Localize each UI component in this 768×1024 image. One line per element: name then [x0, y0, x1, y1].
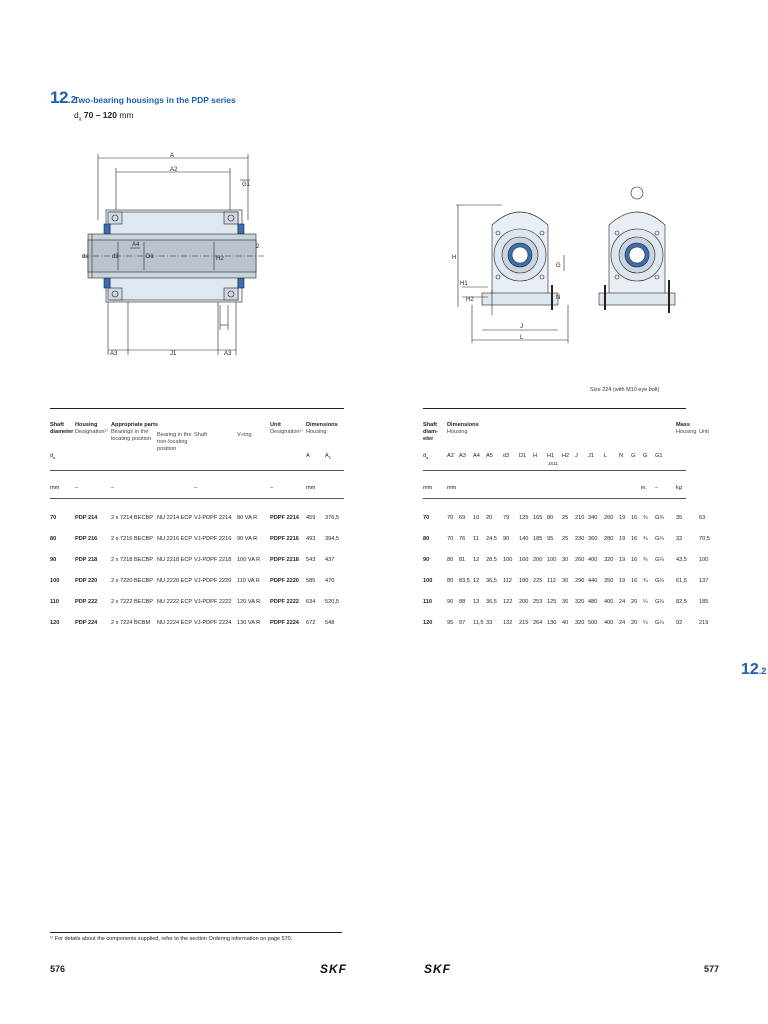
rcell: 180 [519, 578, 529, 584]
rcell: 130 [547, 620, 557, 626]
rcell: 82,5 [676, 599, 687, 605]
rcell: 290 [575, 578, 585, 584]
rcell: 90 [447, 599, 454, 605]
rheader-col: J [575, 453, 578, 459]
rheader-shaft-eter: eter [423, 436, 434, 442]
rcell: 19 [619, 536, 626, 542]
rcell: 20 [631, 620, 638, 626]
rcell: 100 [699, 557, 709, 563]
rcell: 63 [699, 515, 706, 521]
cell-unit: PDPF 2220 [270, 578, 299, 584]
drawing-caption: Size 224 (with M10 eye bolt) [590, 387, 660, 393]
rcell: 137 [699, 578, 709, 584]
rcell: 400 [604, 620, 614, 626]
rcell: 260 [604, 515, 614, 521]
rcell: 19 [619, 578, 626, 584]
rcell: ¾ [643, 578, 648, 584]
label-A4: A4 [132, 242, 140, 248]
header-bearing-nonlocating: Bearing in the [157, 432, 192, 438]
rcell: 140 [519, 536, 529, 542]
cell-nonloc: NU 2214 ECP [157, 515, 193, 521]
dim-A2-sym: A [325, 453, 329, 459]
cell-shaft: VJ-PDPF 2218 [194, 557, 232, 563]
cell-shaft: VJ-PDPF 2220 [194, 578, 232, 584]
header-shaft: Shaft [50, 422, 64, 428]
rheader-col: D1 [519, 453, 527, 459]
rcell: 70,5 [699, 536, 710, 542]
rcell: ¼ [643, 620, 648, 626]
dim-A2-sub: 2 [328, 455, 331, 461]
rheader-mass-housing: Housing [676, 429, 697, 435]
label-H2: H2 [216, 256, 224, 262]
subtitle-symbol: d [74, 110, 79, 120]
cell-nonloc: NU 2220 ECP [157, 578, 193, 584]
header-shaft-symbol [50, 453, 55, 461]
rcell: 120 [423, 620, 433, 626]
rcell: 19 [619, 515, 626, 521]
rcell: 400 [588, 557, 598, 563]
front-view-drawing [452, 185, 582, 345]
label-A3-right: A3 [224, 351, 232, 357]
rcell: 36 [562, 599, 569, 605]
rheader-col: A3 [459, 453, 466, 459]
section-number [50, 88, 76, 108]
rcell: 12 [473, 578, 480, 584]
cell-vring: 80 VA R [237, 515, 258, 521]
rcell: 83,5 [459, 578, 470, 584]
footnote-rule [50, 932, 342, 933]
label-H: H [452, 255, 457, 261]
footnote: ¹⁾ For details about the components supplied, refer to the section Ordering information on page 570. [50, 936, 293, 942]
rcell: 125 [519, 515, 529, 521]
rcell: 16 [631, 557, 638, 563]
rcell: 19 [619, 557, 626, 563]
rheader-col: d3 [503, 453, 510, 459]
cell-d: 90 [50, 557, 57, 563]
cell-A: 543 [306, 557, 316, 563]
cell-unit: PDPF 2218 [270, 557, 299, 563]
rcell: 88 [459, 599, 466, 605]
cell-unit: PDPF 2216 [270, 536, 299, 542]
cell-shaft: VJ-PDPF 2214 [194, 515, 232, 521]
rcell: 30 [562, 578, 569, 584]
cell-bearings: 2 x 7222 BECBP [111, 599, 153, 605]
header-bearings-locating-2: locating position [111, 436, 152, 442]
header-bearing-nonlocating-3: position [157, 446, 177, 452]
cell-A2: 548 [325, 620, 335, 626]
rcell: 11,5 [473, 620, 484, 626]
skf-logo-left: SKF [320, 962, 347, 976]
rcell: 20 [631, 599, 638, 605]
cell-d: 120 [50, 620, 60, 626]
rcell: 95 [547, 536, 554, 542]
cell-shaft: VJ-PDPF 2216 [194, 536, 232, 542]
rcell: 16 [631, 515, 638, 521]
rcell: 70 [447, 515, 454, 521]
rcell: ¾ [643, 515, 648, 521]
units-top-rule [50, 470, 344, 471]
cell-housing: PDP 222 [75, 599, 98, 605]
rcell: 320 [575, 620, 585, 626]
cell-shaft: VJ-PDPF 2224 [194, 620, 232, 626]
runits-top-rule [423, 470, 686, 471]
cell-A: 493 [306, 536, 316, 542]
rcell: 36,5 [486, 599, 497, 605]
unit-mm-2: mm [306, 485, 316, 491]
header-shaft-col: Shaft [194, 432, 208, 438]
cell-A2: 470 [325, 578, 335, 584]
shaft-symbol: d [50, 453, 54, 459]
rcell: 320 [575, 599, 585, 605]
units-bottom-rule [50, 498, 344, 499]
rcell: 132 [503, 620, 513, 626]
unit-dash-2: – [111, 485, 115, 491]
header-unit-designation: Designation¹⁾ [270, 429, 303, 435]
section-tab [741, 661, 766, 679]
unit-dash-4: – [270, 485, 274, 491]
runit-mm: mm [423, 485, 433, 491]
rcell: 100 [423, 578, 433, 584]
rcell: 400 [604, 599, 614, 605]
tab-sub: .2 [758, 666, 767, 676]
cell-A: 459 [306, 515, 316, 521]
rcell: 12 [473, 557, 480, 563]
rcell: 25 [562, 515, 569, 521]
rcell: 215 [519, 620, 529, 626]
cell-nonloc: NU 2222 ECP [157, 599, 193, 605]
rcell: 90 [423, 557, 430, 563]
page-number-right: 577 [704, 964, 720, 974]
label-H1: H1 [460, 281, 468, 287]
cell-vring: 120 VA R [237, 599, 261, 605]
rheader-shaft: Shaft [423, 422, 437, 428]
rcell: 480 [588, 599, 598, 605]
rcell: 200 [533, 557, 543, 563]
rcell: 112 [503, 578, 512, 584]
rheader-col: A5 [486, 453, 493, 459]
rcell: 76 [459, 536, 466, 542]
cell-nonloc: NU 2216 ECP [157, 536, 193, 542]
rcell: 200 [519, 599, 529, 605]
label-G: G [556, 263, 561, 269]
rcell: 280 [604, 536, 614, 542]
cell-unit: PDPF 2214 [270, 515, 299, 521]
rcell: 20 [486, 515, 493, 521]
rheader-col: H [533, 453, 538, 459]
rcell: 43,5 [676, 557, 687, 563]
rcell: 185 [533, 536, 543, 542]
rheader-col: G [631, 453, 636, 459]
rheader-col: A2 [447, 453, 454, 459]
rcell: ¼ [643, 599, 648, 605]
header-housing: Housing [75, 422, 98, 428]
cell-unit: PDPF 2222 [270, 599, 299, 605]
header-dim-A: A [306, 453, 310, 459]
rcell: 70 [447, 536, 454, 542]
rshaft-symbol: d [423, 453, 427, 459]
left-table [50, 408, 344, 628]
label-A: A [170, 153, 175, 159]
subtitle-range: 70 – 120 [83, 110, 117, 120]
rcell: 100 [547, 557, 557, 563]
cell-A2: 437 [325, 557, 335, 563]
rcell: 264 [533, 620, 543, 626]
rheader-col: N [619, 453, 624, 459]
rcell: 80 [423, 536, 430, 542]
cell-nonloc: NU 2218 ECP [157, 557, 193, 563]
rcell: 24 [619, 620, 626, 626]
rcell: 253 [533, 599, 543, 605]
rcell: 28,5 [486, 557, 497, 563]
cell-bearings: 2 x 7218 BECBP [111, 557, 153, 563]
rcell: 25 [562, 536, 569, 542]
cross-section-drawing [78, 150, 278, 360]
cell-housing: PDP 214 [75, 515, 98, 521]
rcell: 97 [459, 620, 466, 626]
label-da: da [82, 254, 89, 260]
cell-A: 672 [306, 620, 316, 626]
rcell: 122 [503, 599, 513, 605]
rcell: 500 [588, 620, 598, 626]
rcell: ¾ [643, 557, 648, 563]
cell-bearings: 2 x 7224 BCBM [111, 620, 151, 626]
cell-bearings: 2 x 7214 BECBP [111, 515, 153, 521]
rcell: 24 [619, 599, 626, 605]
label-L: L [520, 335, 524, 341]
rcell: G¾ [655, 515, 665, 521]
rheader-col: J1 [588, 453, 594, 459]
rcell: 350 [604, 578, 614, 584]
rcell: 80 [447, 557, 454, 563]
rcell: 81 [459, 557, 466, 563]
rcell: 165 [533, 515, 543, 521]
rcell: 11 [473, 536, 479, 542]
rcell: 16 [631, 536, 638, 542]
rheader-mass: Mass [676, 422, 690, 428]
rcell: 320 [604, 557, 614, 563]
label-N: N [556, 295, 561, 301]
cell-unit: PDPF 2224 [270, 620, 299, 626]
cell-vring: 90 VA R [237, 536, 258, 542]
runits-bottom-rule [423, 498, 686, 499]
section-title: Two-bearing housings in the PDP series [74, 95, 236, 105]
cell-d: 70 [50, 515, 57, 521]
rcell: 440 [588, 578, 598, 584]
rcell: 32 [676, 536, 683, 542]
rheader-col: G1 [655, 453, 663, 459]
rcell: 225 [533, 578, 543, 584]
rcell: 61,5 [676, 578, 687, 584]
cell-d: 80 [50, 536, 57, 542]
unit-mm: mm [50, 485, 60, 491]
cell-housing: PDP 216 [75, 536, 98, 542]
rcell: G¼ [655, 599, 665, 605]
rcell: 79 [503, 515, 510, 521]
rcell: 100 [503, 557, 513, 563]
rcell: 36,5 [486, 578, 497, 584]
cell-A: 585 [306, 578, 316, 584]
section-number-sub: .2 [67, 95, 77, 106]
cell-bearings: 2 x 7220 BECBP [111, 578, 153, 584]
table-top-rule [50, 408, 344, 409]
rcell: 185 [699, 599, 709, 605]
rcell: 360 [588, 536, 598, 542]
cell-housing: PDP 224 [75, 620, 98, 626]
rcell: 40 [562, 620, 569, 626]
rcell: 219 [699, 620, 709, 626]
rheader-shaft-diam: diam- [423, 429, 438, 435]
rheader-shaft-symbol [423, 453, 428, 461]
cell-vring: 100 VA R [237, 557, 261, 563]
subtitle-symbol-sub: a [78, 116, 82, 123]
rcell: 24,5 [486, 536, 497, 542]
rcell: 80 [547, 515, 554, 521]
rcell: 33 [486, 620, 493, 626]
label-G1: G1 [242, 182, 251, 188]
rheader-col: H1 [547, 453, 555, 459]
header-shaft-diameter: diameter [50, 429, 74, 435]
rcell: 35 [676, 515, 683, 521]
section-number-main: 12 [50, 88, 68, 107]
cell-d: 110 [50, 599, 60, 605]
rcell: 80 [447, 578, 454, 584]
header-bearing-nonlocating-2: non-locating [157, 439, 188, 445]
rheader-col: A4 [473, 453, 480, 459]
label-A2: A2 [170, 167, 178, 173]
cell-nonloc: NU 2224 ECP [157, 620, 193, 626]
rheader-h1-sub: JS11 [548, 461, 558, 466]
rcell: 210 [575, 515, 585, 521]
cell-A2: 394,5 [325, 536, 339, 542]
rcell: G¼ [655, 620, 665, 626]
cell-A: 634 [306, 599, 316, 605]
rcell: 69 [459, 515, 466, 521]
rcell: 70 [423, 515, 430, 521]
runit-mm-2: mm [447, 485, 457, 491]
label-D1: D1 [146, 254, 154, 260]
runit-kg: kg [676, 485, 682, 491]
cell-A2: 520,5 [325, 599, 339, 605]
rcell: 92 [676, 620, 683, 626]
header-housing-designation: Designation¹⁾ [75, 429, 108, 435]
header-appropriate-parts: Appropriate parts [111, 422, 158, 428]
rcell: 112 [547, 578, 556, 584]
rcell: 13 [473, 599, 480, 605]
label-J1: J1 [170, 351, 177, 357]
rcell: 230 [575, 536, 585, 542]
cell-vring: 130 VA R [237, 620, 261, 626]
label-A3-left: A3 [110, 351, 118, 357]
rshaft-symbol-sub: a [426, 455, 429, 461]
shaft-symbol-sub: a [53, 455, 56, 461]
skf-logo-right: SKF [424, 962, 451, 976]
label-H2-front: H2 [466, 297, 474, 303]
rcell: 95 [447, 620, 454, 626]
rcell: 16 [631, 578, 638, 584]
cell-A2: 376,5 [325, 515, 339, 521]
rheader-col: H2 [562, 453, 570, 459]
cell-shaft: VJ-PDPF 2222 [194, 599, 232, 605]
unit-dash-3: – [194, 485, 198, 491]
rcell: ¾ [643, 536, 648, 542]
label-d3: d3 [112, 254, 119, 260]
subtitle-unit: mm [119, 110, 134, 120]
cell-bearings: 2 x 7216 BECBP [111, 536, 153, 542]
header-vring: V-ring [237, 432, 252, 438]
runit-dash: – [655, 485, 659, 491]
rcell: 10 [473, 515, 480, 521]
rheader-col: L [604, 453, 608, 459]
rcell: G¼ [655, 578, 665, 584]
rcell: 160 [519, 557, 529, 563]
tab-number: 12 [741, 661, 759, 678]
label-J: J [520, 324, 523, 330]
rcell: 125 [547, 599, 557, 605]
rcell: 260 [575, 557, 585, 563]
runit-in: in. [641, 485, 647, 491]
rheader-col: G [643, 453, 648, 459]
header-bearings-locating: Bearings in the [111, 429, 149, 435]
header-unit: Unit [270, 422, 281, 428]
rcell: 30 [562, 557, 569, 563]
rheader-dimensions-housing: Housing [447, 429, 468, 435]
rcell: G¼ [655, 557, 665, 563]
header-dimensions: Dimensions [306, 422, 338, 428]
right-table [423, 408, 710, 628]
cell-housing: PDP 218 [75, 557, 98, 563]
header-dim-A2 [325, 453, 331, 461]
section-subtitle [74, 110, 134, 123]
rcell: 110 [423, 599, 433, 605]
rcell: 90 [503, 536, 510, 542]
label-2: 2 [256, 244, 260, 250]
unit-dash-1: – [75, 485, 79, 491]
rcell: G¼ [655, 536, 665, 542]
cell-housing: PDP 220 [75, 578, 98, 584]
rheader-dimensions: Dimensions [447, 422, 479, 428]
rheader-mass-unit: Unit [699, 429, 709, 435]
table-top-rule-right [423, 408, 686, 409]
cell-vring: 110 VA R [237, 578, 260, 584]
rcell: 340 [588, 515, 598, 521]
eye-bolt-drawing [595, 185, 685, 320]
cell-d: 100 [50, 578, 60, 584]
header-dimensions-housing: Housing [306, 429, 327, 435]
page-number-left: 576 [50, 964, 66, 974]
